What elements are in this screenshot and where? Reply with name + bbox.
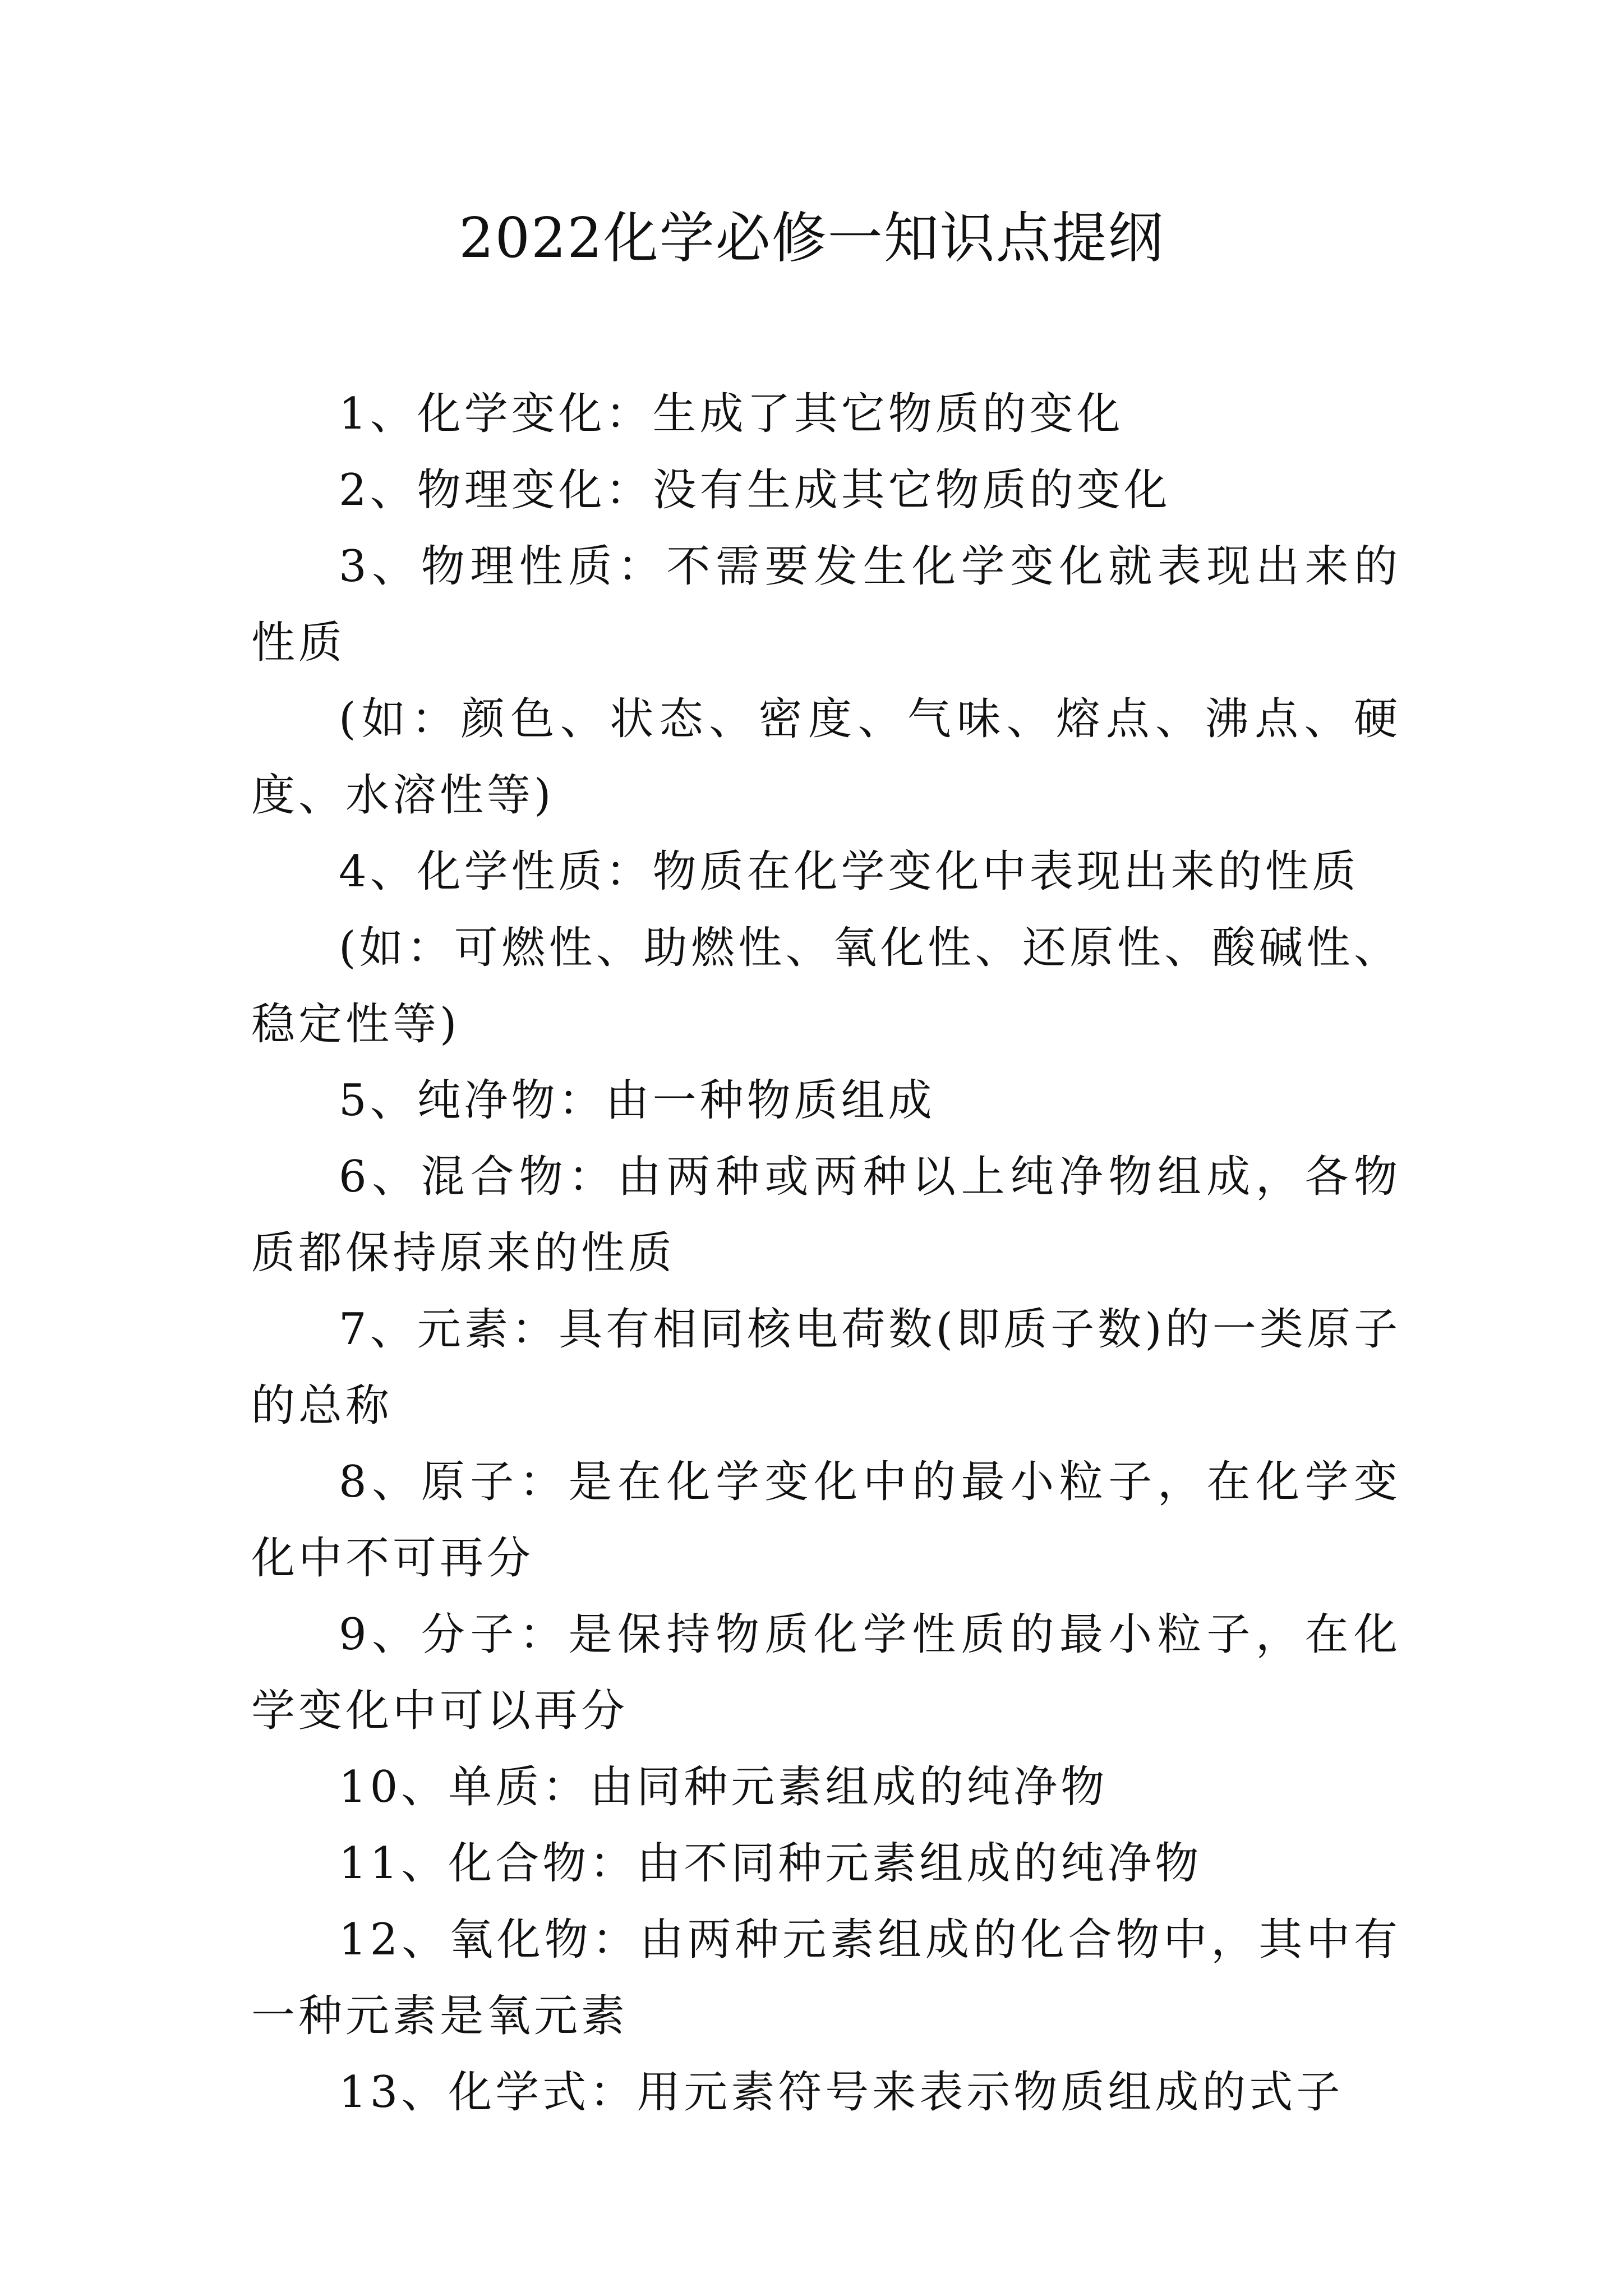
paragraph: 3、物理性质：不需要发生化学变化就表现出来的性质: [251, 541, 1401, 668]
paragraph: 7、元素：具有相同核电荷数(即质子数)的一类原子的总称: [251, 1304, 1401, 1431]
paragraph: (如：颜色、状态、密度、气味、熔点、沸点、硬度、水溶性等): [251, 694, 1401, 821]
document-body: [251, 376, 1401, 2131]
paragraph: 5、纯净物：由一种物质组成: [339, 1075, 935, 1126]
paragraph: 2、物理变化：没有生成其它物质的变化: [339, 465, 1171, 516]
paragraph: 13、化学式：用元素符号来表示物质组成的式子: [339, 2067, 1344, 2118]
paragraph: (如：可燃性、助燃性、氧化性、还原性、酸碱性、稳定性等): [251, 923, 1401, 1050]
paragraph: 11、化合物：由不同种元素组成的纯净物: [339, 1838, 1202, 1889]
paragraph: 1、化学变化：生成了其它物质的变化: [339, 389, 1124, 439]
paragraph: 9、分子：是保持物质化学性质的最小粒子，在化学变化中可以再分: [251, 1609, 1401, 1736]
paragraph: 4、化学性质：物质在化学变化中表现出来的性质: [339, 846, 1359, 897]
document-title: 2022化学必修一知识点提纲: [459, 206, 1164, 270]
paragraph: 6、混合物：由两种或两种以上纯净物组成，各物质都保持原来的性质: [251, 1152, 1401, 1278]
paragraph: 10、单质：由同种元素组成的纯净物: [339, 1762, 1108, 1812]
paragraph: 12、氧化物：由两种元素组成的化合物中，其中有一种元素是氧元素: [251, 1915, 1401, 2041]
paragraph: 8、原子：是在化学变化中的最小粒子，在化学变化中不可再分: [251, 1457, 1401, 1584]
